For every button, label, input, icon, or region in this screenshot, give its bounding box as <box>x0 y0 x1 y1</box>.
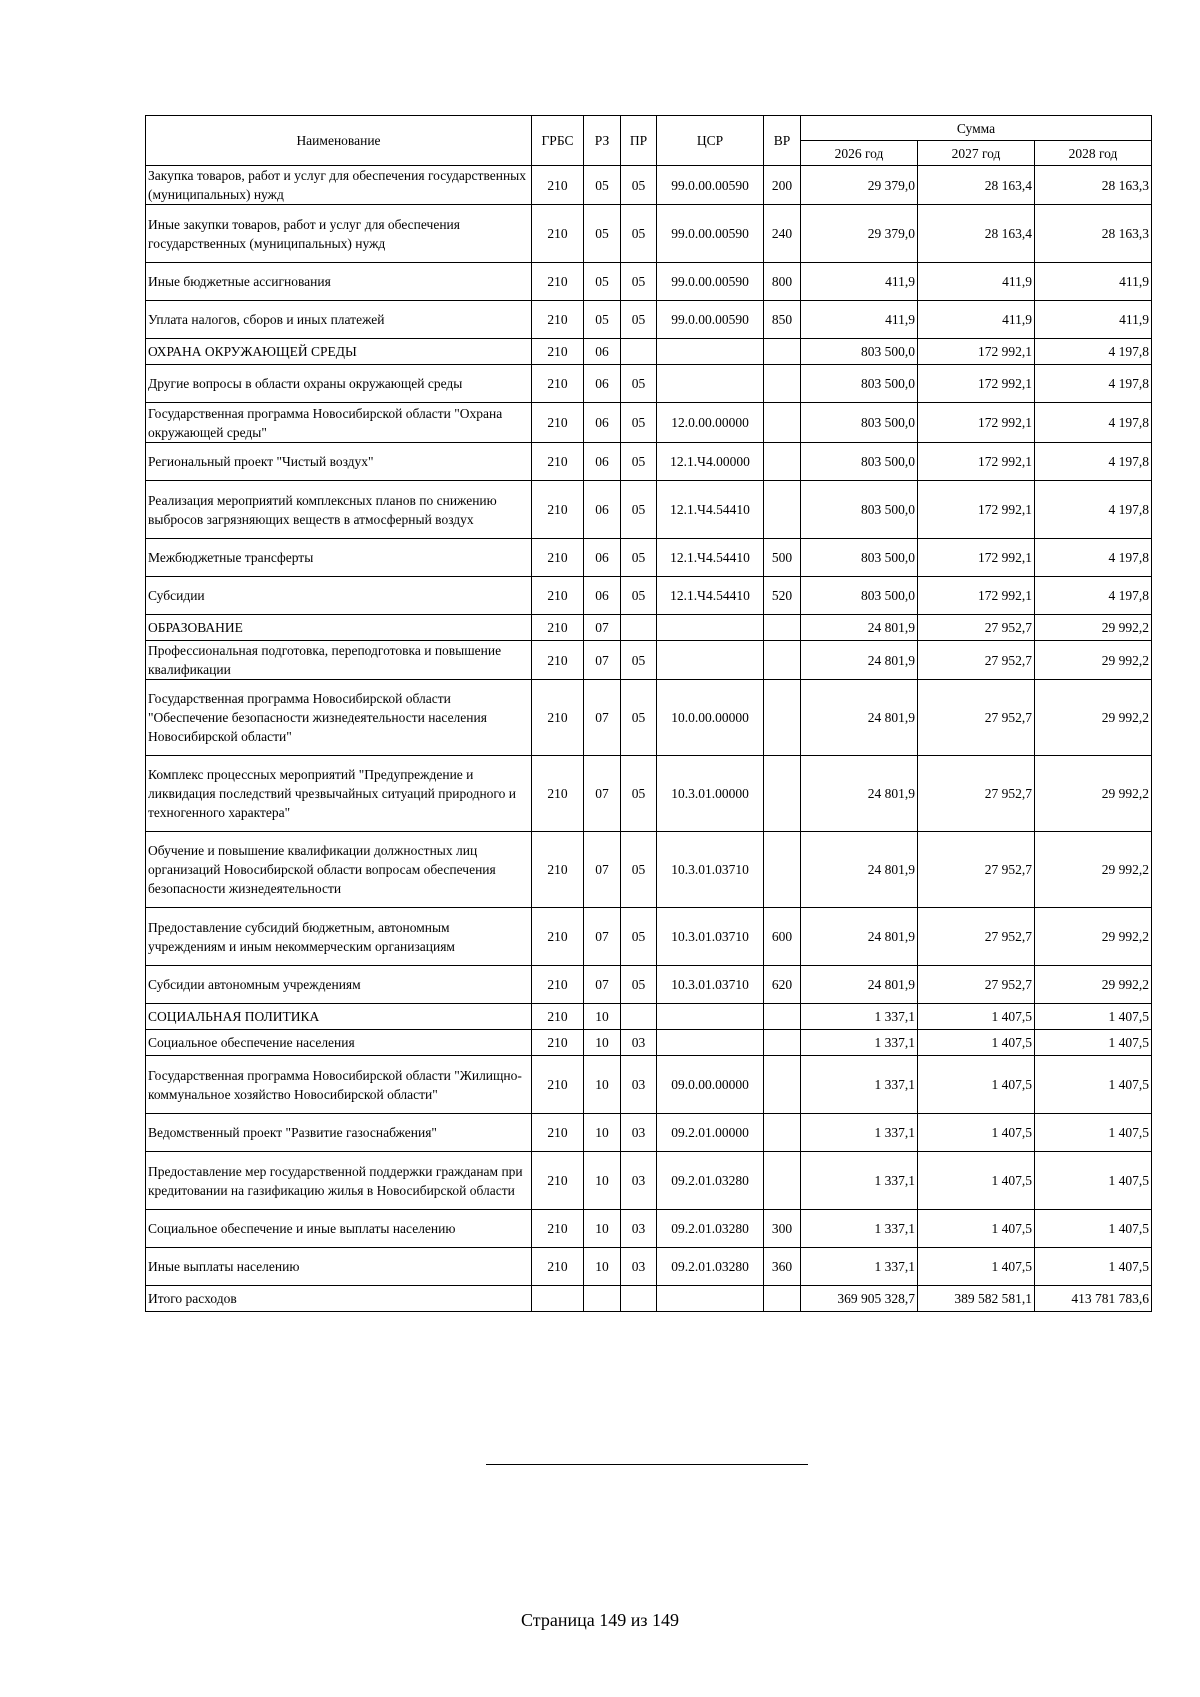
header-vr: ВР <box>764 116 801 166</box>
cell-vr: 360 <box>764 1248 801 1286</box>
cell-grbs: 210 <box>532 403 584 443</box>
cell-csr: 10.3.01.03710 <box>657 908 764 966</box>
cell-pr: 05 <box>621 443 657 481</box>
cell-pr: 05 <box>621 365 657 403</box>
cell-pr: 05 <box>621 166 657 205</box>
cell-pr: 05 <box>621 481 657 539</box>
cell-name: Субсидии <box>146 577 532 615</box>
cell-grbs: 210 <box>532 1210 584 1248</box>
cell-pr: 05 <box>621 832 657 908</box>
footer-divider <box>486 1464 808 1465</box>
cell-sum-2026: 411,9 <box>801 301 918 339</box>
cell-vr <box>764 756 801 832</box>
cell-csr <box>657 641 764 680</box>
cell-name: ОХРАНА ОКРУЖАЮЩЕЙ СРЕДЫ <box>146 339 532 365</box>
cell-grbs: 210 <box>532 481 584 539</box>
cell-pr: 05 <box>621 403 657 443</box>
cell-name: Иные закупки товаров, работ и услуг для обеспечения государственных (муниципальных) нужд <box>146 205 532 263</box>
header-sum: Сумма <box>801 116 1152 141</box>
cell-name: Предоставление мер государственной поддержки гражданам при кредитовании на газификацию жилья в Новосибирской области <box>146 1152 532 1210</box>
cell-grbs: 210 <box>532 263 584 301</box>
cell-rz: 07 <box>584 615 621 641</box>
cell-vr: 200 <box>764 166 801 205</box>
cell-sum-2027: 172 992,1 <box>918 365 1035 403</box>
header-grbs: ГРБС <box>532 116 584 166</box>
cell-grbs: 210 <box>532 1056 584 1114</box>
cell-sum-2028: 4 197,8 <box>1035 539 1152 577</box>
cell-pr: 05 <box>621 680 657 756</box>
cell-grbs: 210 <box>532 301 584 339</box>
cell-name: Закупка товаров, работ и услуг для обеспечения государственных (муниципальных) нужд <box>146 166 532 205</box>
cell-grbs: 210 <box>532 205 584 263</box>
cell-pr: 03 <box>621 1152 657 1210</box>
cell-sum-2028: 4 197,8 <box>1035 339 1152 365</box>
table-row <box>146 1286 1152 1312</box>
cell-vr <box>764 832 801 908</box>
table-row <box>146 908 1152 966</box>
cell-csr <box>657 365 764 403</box>
table-row <box>146 481 1152 539</box>
cell-csr: 99.0.00.00590 <box>657 301 764 339</box>
header-year-2028: 2028 год <box>1035 141 1152 166</box>
cell-grbs: 210 <box>532 908 584 966</box>
cell-sum-2027: 27 952,7 <box>918 908 1035 966</box>
cell-vr <box>764 1030 801 1056</box>
cell-pr: 05 <box>621 301 657 339</box>
cell-csr: 10.3.01.00000 <box>657 756 764 832</box>
cell-pr: 05 <box>621 205 657 263</box>
cell-sum-2028: 4 197,8 <box>1035 481 1152 539</box>
cell-vr <box>764 641 801 680</box>
page-number: Страница 149 из 149 <box>521 1610 679 1630</box>
cell-csr: 99.0.00.00590 <box>657 205 764 263</box>
cell-csr: 09.2.01.03280 <box>657 1210 764 1248</box>
cell-grbs: 210 <box>532 577 584 615</box>
cell-sum-2026: 24 801,9 <box>801 966 918 1004</box>
cell-sum-2026: 1 337,1 <box>801 1248 918 1286</box>
cell-name: Комплекс процессных мероприятий "Предупреждение и ликвидация последствий чрезвычайных ситуаций природного и техногенного характера" <box>146 756 532 832</box>
cell-vr <box>764 339 801 365</box>
cell-grbs: 210 <box>532 756 584 832</box>
cell-name: Профессиональная подготовка, переподготовка и повышение квалификации <box>146 641 532 680</box>
cell-sum-2028: 1 407,5 <box>1035 1114 1152 1152</box>
cell-name: Социальное обеспечение населения <box>146 1030 532 1056</box>
cell-vr <box>764 443 801 481</box>
cell-csr: 10.3.01.03710 <box>657 966 764 1004</box>
table-row <box>146 577 1152 615</box>
cell-grbs: 210 <box>532 365 584 403</box>
cell-sum-2026: 29 379,0 <box>801 205 918 263</box>
cell-name: Региональный проект "Чистый воздух" <box>146 443 532 481</box>
cell-sum-2028: 29 992,2 <box>1035 966 1152 1004</box>
cell-sum-2028: 1 407,5 <box>1035 1056 1152 1114</box>
cell-vr <box>764 481 801 539</box>
cell-sum-2026: 803 500,0 <box>801 403 918 443</box>
cell-sum-2027: 1 407,5 <box>918 1152 1035 1210</box>
table-row <box>146 403 1152 443</box>
cell-grbs: 210 <box>532 966 584 1004</box>
cell-name: Межбюджетные трансферты <box>146 539 532 577</box>
cell-vr: 500 <box>764 539 801 577</box>
table-header <box>146 116 1152 166</box>
cell-sum-2027: 172 992,1 <box>918 539 1035 577</box>
cell-pr: 05 <box>621 577 657 615</box>
cell-sum-2026: 24 801,9 <box>801 615 918 641</box>
cell-sum-2026: 1 337,1 <box>801 1004 918 1030</box>
cell-csr: 12.1.Ч4.00000 <box>657 443 764 481</box>
table-row <box>146 1210 1152 1248</box>
cell-sum-2028: 29 992,2 <box>1035 756 1152 832</box>
cell-sum-2027: 411,9 <box>918 263 1035 301</box>
cell-name: Обучение и повышение квалификации должностных лиц организаций Новосибирской области вопросам обеспечения безопасности жизнедеятельности <box>146 832 532 908</box>
cell-vr <box>764 1286 801 1312</box>
cell-rz: 05 <box>584 301 621 339</box>
cell-rz: 10 <box>584 1114 621 1152</box>
cell-sum-2026: 369 905 328,7 <box>801 1286 918 1312</box>
cell-sum-2026: 803 500,0 <box>801 481 918 539</box>
cell-sum-2028: 4 197,8 <box>1035 443 1152 481</box>
table-row <box>146 365 1152 403</box>
cell-pr: 05 <box>621 263 657 301</box>
cell-sum-2026: 803 500,0 <box>801 339 918 365</box>
cell-sum-2027: 172 992,1 <box>918 339 1035 365</box>
cell-sum-2026: 1 337,1 <box>801 1030 918 1056</box>
cell-csr: 09.2.01.03280 <box>657 1152 764 1210</box>
cell-grbs: 210 <box>532 1114 584 1152</box>
cell-pr: 03 <box>621 1114 657 1152</box>
cell-grbs: 210 <box>532 641 584 680</box>
cell-sum-2026: 803 500,0 <box>801 539 918 577</box>
cell-rz: 07 <box>584 680 621 756</box>
table-row <box>146 301 1152 339</box>
cell-sum-2027: 411,9 <box>918 301 1035 339</box>
cell-rz: 07 <box>584 756 621 832</box>
cell-sum-2026: 24 801,9 <box>801 908 918 966</box>
cell-vr: 520 <box>764 577 801 615</box>
cell-sum-2026: 1 337,1 <box>801 1210 918 1248</box>
cell-sum-2028: 1 407,5 <box>1035 1152 1152 1210</box>
cell-pr: 05 <box>621 756 657 832</box>
cell-sum-2028: 28 163,3 <box>1035 166 1152 205</box>
cell-sum-2027: 1 407,5 <box>918 1056 1035 1114</box>
cell-sum-2028: 4 197,8 <box>1035 403 1152 443</box>
cell-name: Государственная программа Новосибирской области "Жилищно-коммунальное хозяйство Новосибирской области" <box>146 1056 532 1114</box>
cell-sum-2026: 24 801,9 <box>801 756 918 832</box>
cell-csr <box>657 1286 764 1312</box>
cell-csr <box>657 615 764 641</box>
cell-vr <box>764 680 801 756</box>
budget-table <box>145 115 1152 1312</box>
cell-rz <box>584 1286 621 1312</box>
table-row <box>146 1152 1152 1210</box>
cell-rz: 06 <box>584 365 621 403</box>
cell-rz: 10 <box>584 1030 621 1056</box>
cell-sum-2027: 28 163,4 <box>918 205 1035 263</box>
cell-vr: 850 <box>764 301 801 339</box>
cell-sum-2028: 29 992,2 <box>1035 680 1152 756</box>
cell-sum-2027: 27 952,7 <box>918 832 1035 908</box>
cell-name: Иные выплаты населению <box>146 1248 532 1286</box>
cell-rz: 10 <box>584 1248 621 1286</box>
cell-grbs: 210 <box>532 832 584 908</box>
cell-sum-2028: 413 781 783,6 <box>1035 1286 1152 1312</box>
table-row <box>146 166 1152 205</box>
cell-csr: 99.0.00.00590 <box>657 263 764 301</box>
cell-name: СОЦИАЛЬНАЯ ПОЛИТИКА <box>146 1004 532 1030</box>
cell-sum-2027: 172 992,1 <box>918 481 1035 539</box>
cell-grbs: 210 <box>532 166 584 205</box>
cell-vr <box>764 1004 801 1030</box>
cell-sum-2027: 172 992,1 <box>918 443 1035 481</box>
table-row <box>146 1114 1152 1152</box>
header-name: Наименование <box>146 116 532 166</box>
cell-sum-2026: 1 337,1 <box>801 1114 918 1152</box>
cell-rz: 06 <box>584 577 621 615</box>
cell-name: Субсидии автономным учреждениям <box>146 966 532 1004</box>
table-row <box>146 339 1152 365</box>
cell-sum-2027: 1 407,5 <box>918 1004 1035 1030</box>
cell-rz: 07 <box>584 641 621 680</box>
cell-pr: 05 <box>621 641 657 680</box>
cell-vr: 300 <box>764 1210 801 1248</box>
cell-sum-2027: 27 952,7 <box>918 756 1035 832</box>
cell-grbs: 210 <box>532 615 584 641</box>
cell-name: Ведомственный проект "Развитие газоснабжения" <box>146 1114 532 1152</box>
cell-grbs: 210 <box>532 680 584 756</box>
cell-sum-2027: 28 163,4 <box>918 166 1035 205</box>
cell-vr <box>764 615 801 641</box>
cell-rz: 06 <box>584 339 621 365</box>
cell-name: Итого расходов <box>146 1286 532 1312</box>
header-year-2027: 2027 год <box>918 141 1035 166</box>
cell-sum-2026: 24 801,9 <box>801 832 918 908</box>
header-year-2026: 2026 год <box>801 141 918 166</box>
cell-sum-2027: 1 407,5 <box>918 1114 1035 1152</box>
cell-rz: 06 <box>584 481 621 539</box>
cell-sum-2028: 1 407,5 <box>1035 1030 1152 1056</box>
cell-sum-2027: 27 952,7 <box>918 680 1035 756</box>
cell-sum-2027: 172 992,1 <box>918 577 1035 615</box>
cell-vr <box>764 1056 801 1114</box>
cell-sum-2027: 1 407,5 <box>918 1248 1035 1286</box>
cell-grbs: 210 <box>532 339 584 365</box>
cell-rz: 10 <box>584 1152 621 1210</box>
cell-pr: 05 <box>621 908 657 966</box>
table-row <box>146 832 1152 908</box>
header-pr: ПР <box>621 116 657 166</box>
cell-vr <box>764 1152 801 1210</box>
cell-name: Уплата налогов, сборов и иных платежей <box>146 301 532 339</box>
cell-vr: 240 <box>764 205 801 263</box>
table-row <box>146 539 1152 577</box>
cell-rz: 10 <box>584 1004 621 1030</box>
table-row <box>146 443 1152 481</box>
table-row <box>146 1030 1152 1056</box>
cell-pr: 05 <box>621 539 657 577</box>
cell-sum-2028: 28 163,3 <box>1035 205 1152 263</box>
cell-sum-2027: 27 952,7 <box>918 966 1035 1004</box>
cell-sum-2026: 24 801,9 <box>801 641 918 680</box>
cell-grbs: 210 <box>532 1030 584 1056</box>
cell-csr <box>657 1030 764 1056</box>
header-rz: РЗ <box>584 116 621 166</box>
cell-sum-2027: 389 582 581,1 <box>918 1286 1035 1312</box>
cell-sum-2028: 1 407,5 <box>1035 1210 1152 1248</box>
cell-csr: 09.2.01.00000 <box>657 1114 764 1152</box>
cell-csr: 10.0.00.00000 <box>657 680 764 756</box>
header-csr: ЦСР <box>657 116 764 166</box>
cell-rz: 07 <box>584 908 621 966</box>
cell-sum-2028: 1 407,5 <box>1035 1248 1152 1286</box>
cell-sum-2027: 27 952,7 <box>918 641 1035 680</box>
cell-rz: 07 <box>584 966 621 1004</box>
cell-sum-2026: 24 801,9 <box>801 680 918 756</box>
cell-csr: 09.0.00.00000 <box>657 1056 764 1114</box>
cell-rz: 06 <box>584 539 621 577</box>
cell-rz: 10 <box>584 1210 621 1248</box>
cell-rz: 05 <box>584 205 621 263</box>
cell-vr: 600 <box>764 908 801 966</box>
cell-rz: 05 <box>584 166 621 205</box>
cell-sum-2028: 29 992,2 <box>1035 832 1152 908</box>
cell-sum-2026: 1 337,1 <box>801 1152 918 1210</box>
cell-pr <box>621 339 657 365</box>
table-body <box>146 166 1152 1312</box>
cell-csr <box>657 339 764 365</box>
cell-pr: 05 <box>621 966 657 1004</box>
cell-name: Социальное обеспечение и иные выплаты населению <box>146 1210 532 1248</box>
cell-grbs <box>532 1286 584 1312</box>
cell-csr: 10.3.01.03710 <box>657 832 764 908</box>
table-row <box>146 641 1152 680</box>
cell-csr: 12.1.Ч4.54410 <box>657 481 764 539</box>
table-row <box>146 680 1152 756</box>
cell-name: Государственная программа Новосибирской области "Охрана окружающей среды" <box>146 403 532 443</box>
cell-vr: 800 <box>764 263 801 301</box>
cell-sum-2028: 411,9 <box>1035 263 1152 301</box>
cell-name: ОБРАЗОВАНИЕ <box>146 615 532 641</box>
cell-name: Иные бюджетные ассигнования <box>146 263 532 301</box>
cell-vr: 620 <box>764 966 801 1004</box>
cell-sum-2028: 411,9 <box>1035 301 1152 339</box>
cell-sum-2026: 411,9 <box>801 263 918 301</box>
cell-name: Предоставление субсидий бюджетным, автономным учреждениям и иным некоммерческим организациям <box>146 908 532 966</box>
cell-rz: 07 <box>584 832 621 908</box>
cell-sum-2026: 803 500,0 <box>801 365 918 403</box>
cell-vr <box>764 1114 801 1152</box>
cell-pr: 03 <box>621 1248 657 1286</box>
cell-rz: 10 <box>584 1056 621 1114</box>
cell-name: Государственная программа Новосибирской области "Обеспечение безопасности жизнедеятельности населения Новосибирской области" <box>146 680 532 756</box>
cell-csr: 12.0.00.00000 <box>657 403 764 443</box>
table-row <box>146 205 1152 263</box>
cell-csr <box>657 1004 764 1030</box>
cell-name: Реализация мероприятий комплексных планов по снижению выбросов загрязняющих веществ в атмосферный воздух <box>146 481 532 539</box>
cell-vr <box>764 403 801 443</box>
cell-sum-2027: 1 407,5 <box>918 1210 1035 1248</box>
cell-csr: 12.1.Ч4.54410 <box>657 539 764 577</box>
cell-rz: 05 <box>584 263 621 301</box>
cell-rz: 06 <box>584 403 621 443</box>
cell-rz: 06 <box>584 443 621 481</box>
table-row <box>146 615 1152 641</box>
table-row <box>146 1056 1152 1114</box>
cell-sum-2026: 1 337,1 <box>801 1056 918 1114</box>
cell-sum-2027: 27 952,7 <box>918 615 1035 641</box>
cell-grbs: 210 <box>532 443 584 481</box>
cell-pr: 03 <box>621 1030 657 1056</box>
cell-grbs: 210 <box>532 1004 584 1030</box>
cell-csr: 12.1.Ч4.54410 <box>657 577 764 615</box>
cell-pr <box>621 1286 657 1312</box>
cell-grbs: 210 <box>532 1248 584 1286</box>
table-row <box>146 1248 1152 1286</box>
cell-pr <box>621 1004 657 1030</box>
cell-sum-2026: 29 379,0 <box>801 166 918 205</box>
cell-sum-2028: 29 992,2 <box>1035 641 1152 680</box>
cell-sum-2026: 803 500,0 <box>801 577 918 615</box>
cell-grbs: 210 <box>532 539 584 577</box>
cell-sum-2027: 172 992,1 <box>918 403 1035 443</box>
cell-sum-2028: 4 197,8 <box>1035 365 1152 403</box>
cell-sum-2027: 1 407,5 <box>918 1030 1035 1056</box>
cell-pr: 03 <box>621 1056 657 1114</box>
cell-csr: 99.0.00.00590 <box>657 166 764 205</box>
cell-grbs: 210 <box>532 1152 584 1210</box>
cell-name: Другие вопросы в области охраны окружающей среды <box>146 365 532 403</box>
table-row <box>146 756 1152 832</box>
cell-pr: 03 <box>621 1210 657 1248</box>
cell-sum-2028: 1 407,5 <box>1035 1004 1152 1030</box>
table-row <box>146 1004 1152 1030</box>
cell-sum-2026: 803 500,0 <box>801 443 918 481</box>
table-row <box>146 263 1152 301</box>
cell-sum-2028: 29 992,2 <box>1035 615 1152 641</box>
cell-vr <box>764 365 801 403</box>
cell-sum-2028: 29 992,2 <box>1035 908 1152 966</box>
cell-sum-2028: 4 197,8 <box>1035 577 1152 615</box>
table-row <box>146 966 1152 1004</box>
cell-csr: 09.2.01.03280 <box>657 1248 764 1286</box>
cell-pr <box>621 615 657 641</box>
